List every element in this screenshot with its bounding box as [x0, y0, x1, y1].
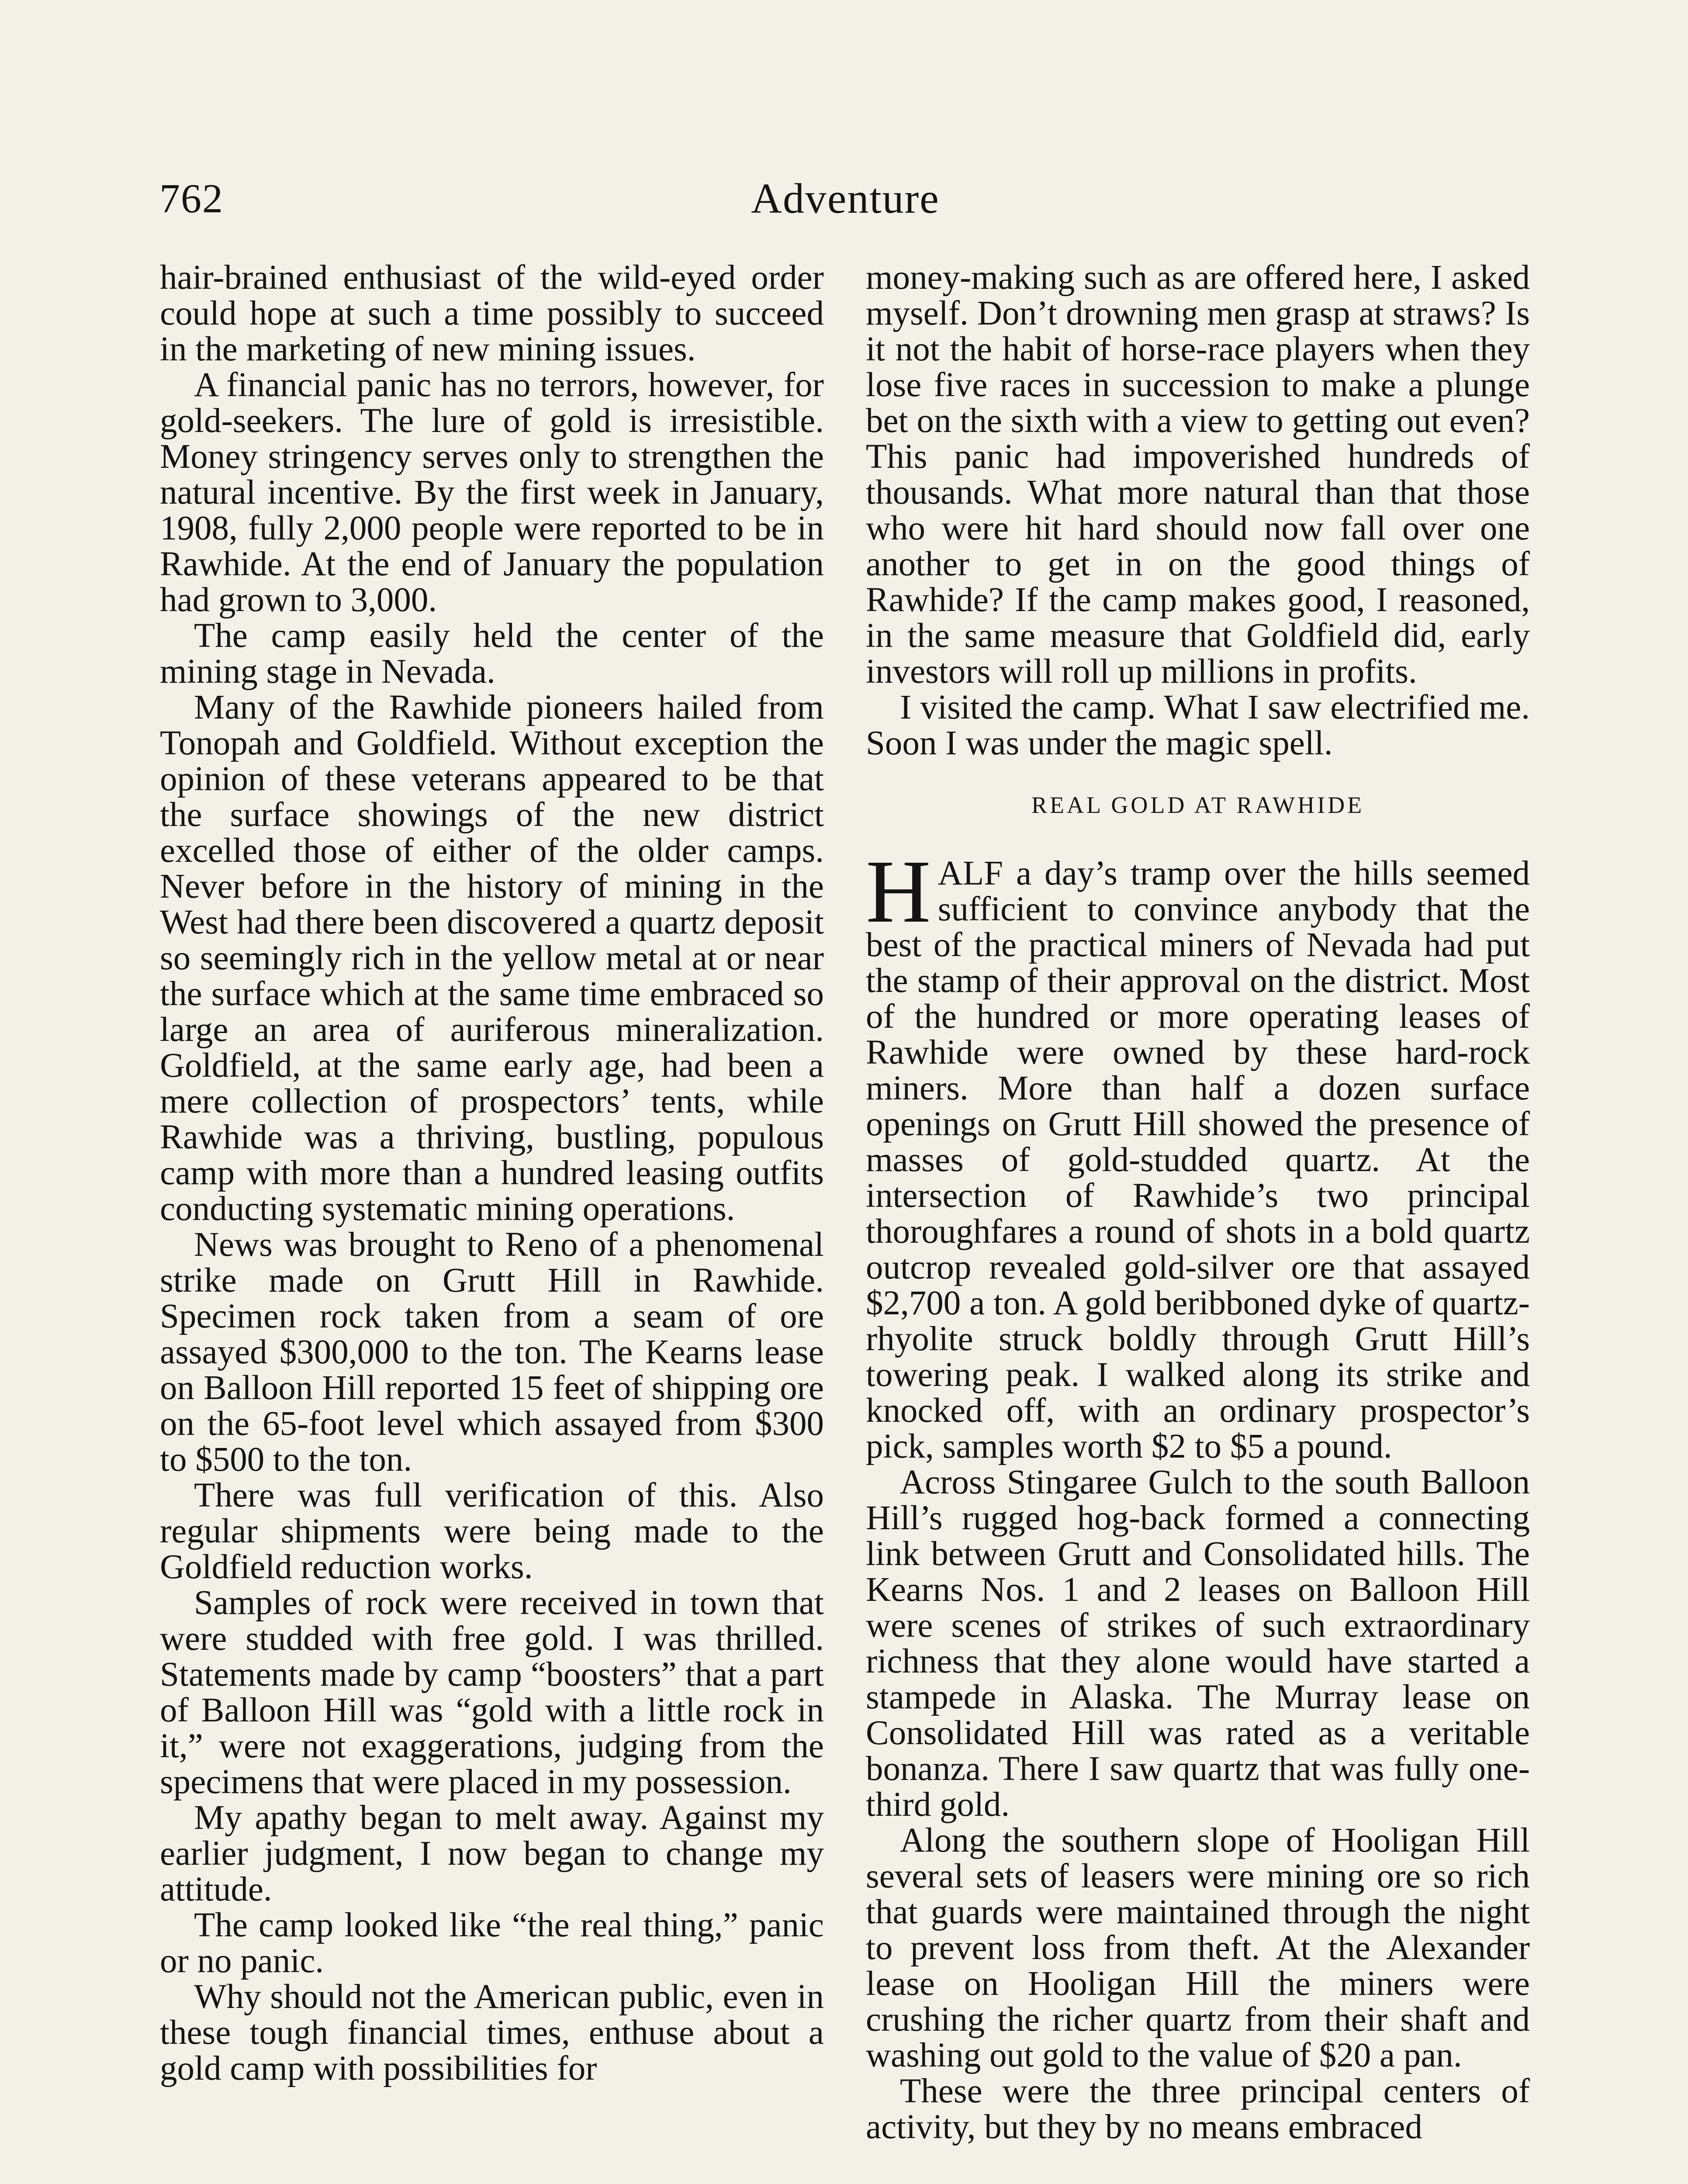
drop-cap-paragraph-text: ALF a day’s tramp over the hills seemed sufficient to convince anybody that the best of the practical miners of Nevada had put the stamp of their approval on the district. Most of the hundred or more operating leases of Rawhide were owned by these hard-rock miners. More than half a dozen surface openings on Grutt Hill showed the presence of masses of gold-studded quartz. At the intersection of Rawhide’s two principal thoroughfares a round of shots in a bold quartz outcrop revealed gold-silver ore that assayed $2,700 a ton. A gold beribboned dyke of quartz-rhyolite struck boldly through Grutt Hill’s towering peak. I walked along its strike and knocked off, with an ordinary prospector’s pick, samples worth $2 to $5 a pound. [866, 854, 1530, 1465]
page-number: 762 [159, 176, 224, 221]
paragraph: The camp easily held the center of the mining stage in Nevada. [160, 617, 824, 691]
paragraph: I visited the camp. What I saw electrified me. Soon I was under the magic spell. [866, 688, 1530, 762]
paragraph: News was brought to Reno of a phenomenal strike made on Grutt Hill in Rawhide. Specimen rock taken from a seam of ore assayed $300,000 to the ton. The Kearns lease on Balloon Hill reported 15 feet of shipping ore on the 65-foot level which assayed from $300 to $500 to the ton. [160, 1226, 824, 1479]
paragraph: hair-brained enthusiast of the wild-eyed order could hope at such a time possibly to succeed in the marketing of new mining issues. [160, 259, 824, 368]
paragraph: Many of the Rawhide pioneers hailed from Tonopah and Goldfield. Without exception the opinion of these veterans appeared to be that the surface showings of the new district excelled those of either of the older camps. Never before in the history of mining in the West had there been discovered a quartz deposit so seemingly rich in the yellow metal at or near the surface which at the same time embraced so large an area of auriferous mineralization. Goldfield, at the same early age, had been a mere collection of prospectors’ tents, while Rawhide was a thriving, bustling, populous camp with more than a hundred leasing outfits conducting systematic mining operations. [160, 688, 824, 1228]
paragraph: These were the three principal centers of activity, but they by no means embraced [866, 2072, 1530, 2146]
paragraph: There was full verification of this. Also regular shipments were being made to the Goldfield reduction works. [160, 1476, 824, 1586]
drop-cap-paragraph [866, 841, 1530, 1465]
paragraph: My apathy began to melt away. Against my earlier judgment, I now began to change my attitude. [160, 1799, 824, 1908]
paragraph: A financial panic has no terrors, however, for gold-seekers. The lure of gold is irresistible. Money stringency serves only to strengthen the natural incentive. By the first week in January, 1908, fully 2,000 people were reported to be in Rawhide. At the end of January the population had grown to 3,000. [160, 366, 824, 619]
paragraph: Across Stingaree Gulch to the south Balloon Hill’s rugged hog-back formed a connecting link between Grutt and Consolidated hills. The Kearns Nos. 1 and 2 leases on Balloon Hill were scenes of strikes of such extraordinary richness that they alone would have started a stampede in Alaska. The Murray lease on Consolidated Hill was rated as a veritable bonanza. There I saw quartz that was fully one-third gold. [866, 1463, 1530, 1824]
page-header [159, 164, 1531, 234]
right-column [866, 260, 1530, 2145]
paragraph: The camp looked like “the real thing,” panic or no panic. [160, 1906, 824, 1980]
paragraph: Samples of rock were received in town that were studded with free gold. I was thrilled. Statements made by camp “boosters” that a part of Balloon Hill was “gold with a little rock in it,” were not exaggerations, judging from the specimens that were placed in my possession. [160, 1584, 824, 1801]
paragraph: Along the southern slope of Hooligan Hill several sets of leasers were mining ore so rich that guards were maintained through the night to prevent loss from theft. At the Alexander lease on Hooligan Hill the miners were crushing the richer quartz from their shaft and washing out gold to the value of $20 a pan. [866, 1821, 1530, 2074]
paragraph: money-making such as are offered here, I asked myself. Don’t drowning men grasp at straws? Is it not the habit of horse-race players when they lose five races in succession to make a plunge bet on the sixth with a view to getting out even? This panic had impoverished hundreds of thousands. What more natural than that those who were hit hard should now fall over one another to get in on the good things of Rawhide? If the camp makes good, I reasoned, in the same measure that Goldfield did, early investors will roll up millions in profits. [866, 259, 1530, 691]
drop-cap: H [866, 841, 931, 941]
running-title: Adventure [751, 175, 940, 222]
section-heading: REAL GOLD AT RAWHIDE [1031, 792, 1365, 818]
left-column [160, 260, 824, 2087]
paragraph: Why should not the American public, even in these tough financial times, enthuse about a gold camp with possibilities for [160, 1978, 824, 2087]
